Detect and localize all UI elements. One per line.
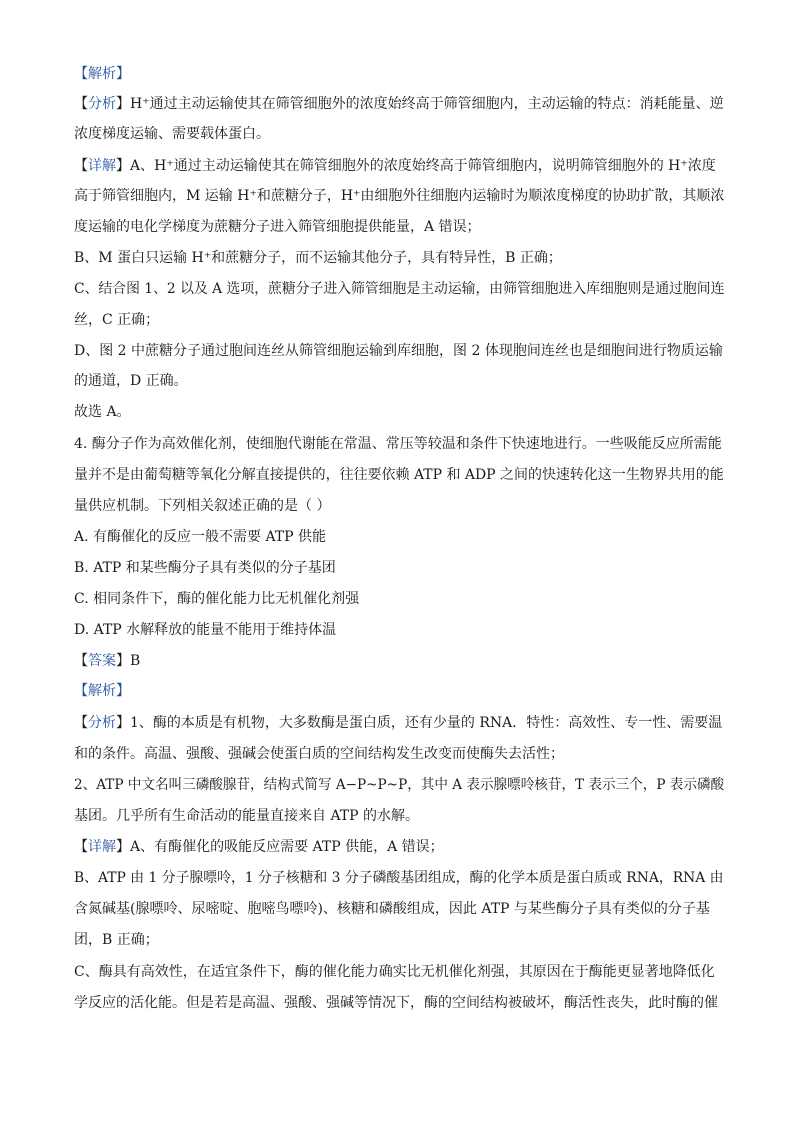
line-text: B. ATP 和某些酶分子具有类似的分子基团 [74,560,336,576]
tagged-paragraph-line [74,713,722,733]
text-line [74,589,359,609]
line-text: A. 有酶催化的反应一般不需要 ATP 供能 [74,529,327,545]
tag-close-bracket: 】 [116,839,130,855]
tag-label: 答案 [88,653,116,669]
line-text: B、M 蛋白只运输 H⁺和蔗糖分子，而不运输其他分子，具有特异性，B 正确； [74,250,562,266]
tag-label: 详解 [88,839,116,855]
line-text: 故选 A。 [74,404,131,420]
text-line [74,341,723,361]
line-text: 基团。几乎所有生命活动的能量直接来自 ATP 的水解。 [74,808,420,824]
tag-close-bracket: 】 [116,158,130,174]
line-text: D、图 2 中蔗糖分子通过胞间连丝从筛管细胞运输到库细胞，图 2 体现胞间连丝也是细胞间进行物质运输 [74,343,723,359]
line-text: 高于筛管细胞内，M 运输 H⁺和蔗糖分子，H⁺由细胞外往细胞内运输时为顺浓度梯度的协助扩散，其顺浓 [74,188,725,204]
line-text: 的通道，D 正确。 [74,373,188,389]
text-line [74,993,718,1013]
line-text: 浓度梯度运输、需要载体蛋白。 [74,126,270,142]
line-text: 4. 酶分子作为高效催化剂，使细胞代谢能在常温、常压等较温和条件下快速地进行。一些吸能反应所需能 [74,436,722,452]
tag-close-bracket: 】 [116,96,130,112]
tag-label: 分析 [88,96,116,112]
tag-open-bracket: 【 [74,839,88,855]
tag-open-bracket: 【 [74,96,88,112]
section-heading-label: 【解析】 [74,66,130,82]
line-text: B、ATP 由 1 分子腺嘌呤，1 分子核糖和 3 分子磷酸基团组成，酶的化学本质是蛋白质或 RNA，RNA 由 [74,870,724,886]
line-text: 学反应的活化能。但是若是高温、强酸、强碱等情况下，酶的空间结构被破坏，酶活性丧失，此时酶的催 [74,995,718,1011]
line-text: 和的条件。高温、强酸、强碱会使蛋白质的空间结构发生改变而使酶失去活性； [74,746,564,762]
tagged-paragraph-line [74,837,444,857]
tag-open-bracket: 【 [74,715,88,731]
line-text: C. 相同条件下，酶的催化能力比无机催化剂强 [74,591,360,607]
tagged-paragraph-line [74,94,724,114]
text-line [74,402,131,422]
text-line [74,930,159,950]
tag-close-bracket: 】 [116,653,130,669]
text-line [74,558,336,578]
line-text: 度运输的电化学梯度为蔗糖分子进入筛管细胞提供能量，A 错误； [74,219,481,235]
line-text: A、H⁺通过主动运输使其在筛管细胞外的浓度始终高于筛管细胞内，说明筛管细胞外的 H⁺浓度 [130,158,716,174]
line-text: 团，B 正确； [74,932,159,948]
section-heading [74,64,130,84]
text-line [74,899,710,919]
text-line [74,962,715,982]
line-text: C、结合图 1、2 以及 A 选项，蔗糖分子进入筛管细胞是主动运输，由筛管细胞进入库细胞则是通过胞间连 [74,281,725,297]
line-text: 量供应机制。下列相关叙述正确的是（ ） [74,498,331,514]
tag-label: 详解 [88,158,116,174]
text-line [74,186,724,206]
text-line [74,868,723,888]
line-text: 量并不是由葡萄糖等氧化分解直接提供的，往往要依赖 ATP 和 ADP 之间的快速转化这一生物界共用的能 [74,467,724,483]
text-line [74,620,336,640]
text-line [74,744,564,764]
tag-close-bracket: 】 [116,715,130,731]
text-line [74,371,188,391]
tagged-paragraph-line [74,156,716,176]
line-text: 1、酶的本质是有机物，大多数酶是蛋白质，还有少量的 RNA．特性：高效性、专一性、需要温 [130,715,723,731]
line-text: H⁺通过主动运输使其在筛管细胞外的浓度始终高于筛管细胞内，主动运输的特点：消耗能量、逆 [130,96,724,112]
tag-open-bracket: 【 [74,653,88,669]
line-text: C、酶具有高效性，在适宜条件下，酶的催化能力确实比无机催化剂强，其原因在于酶能更显著地降低化 [74,964,715,980]
text-line [74,248,562,268]
line-text: B [130,653,141,669]
text-line [74,124,270,144]
text-line [74,775,724,795]
line-text: D. ATP 水解释放的能量不能用于维持体温 [74,622,337,638]
text-line [74,806,419,826]
line-text: A、有酶催化的吸能反应需要 ATP 供能，A 错误； [130,839,444,855]
text-line [74,217,481,237]
line-text: 2、ATP 中文名叫三磷酸腺苷，结构式简写 A−P~P~P，其中 A 表示腺嘌呤核苷，T 表示三个，P 表示磷酸 [74,777,725,793]
section-heading [74,681,130,701]
tagged-paragraph-line [74,651,140,671]
tag-open-bracket: 【 [74,158,88,174]
line-text: 含氮碱基(腺嘌呤、尿嘧啶、胞嘧鸟嘌呤)、核糖和磷酸组成，因此 ATP 与某些酶分子具有类似的分子基 [74,901,710,917]
text-line [74,434,722,454]
text-line [74,465,724,485]
text-line [74,279,724,299]
text-line [74,527,326,547]
text-line [74,496,330,516]
section-heading-label: 【解析】 [74,683,130,699]
line-text: 丝，C 正确； [74,312,160,328]
tag-label: 分析 [88,715,116,731]
text-line [74,310,159,330]
